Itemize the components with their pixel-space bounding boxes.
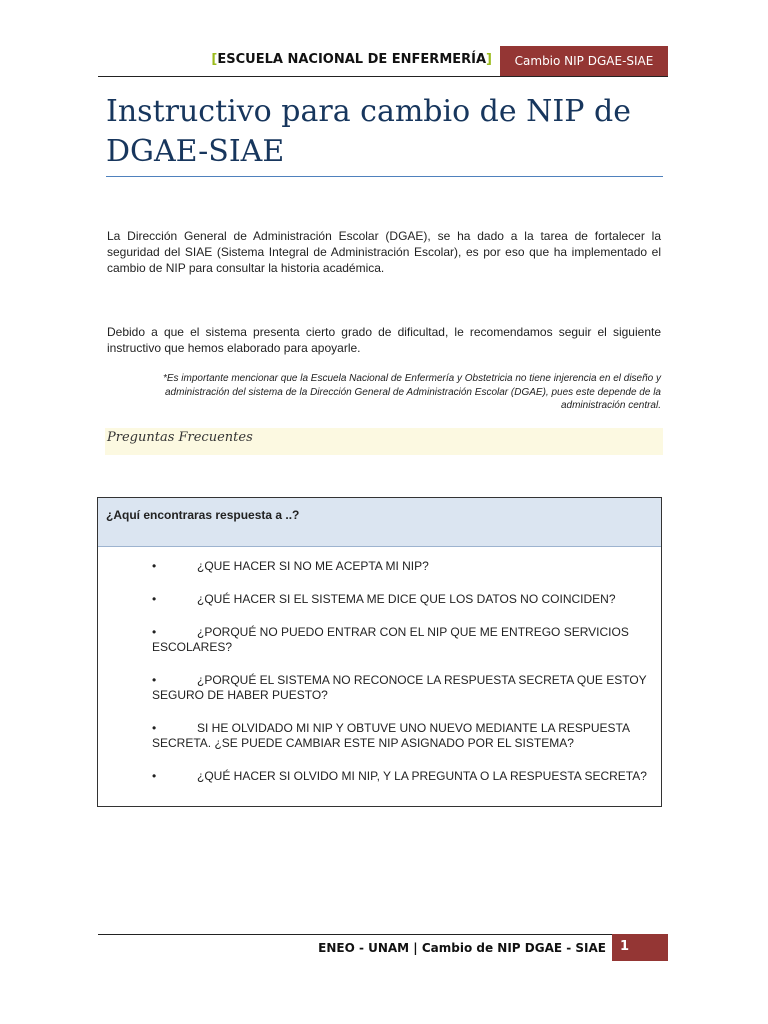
document-title: Instructivo para cambio de NIP de DGAE-SIAE [106,94,631,169]
faq-question-text: ¿QUE HACER SI NO ME ACEPTA MI NIP? [197,559,429,573]
faq-question-text: ¿PORQUÉ EL SISTEMA NO RECONOCE LA RESPUESTA SECRETA QUE ESTOY SEGURO DE HABER PUESTO? [152,673,647,702]
bullet-icon: • [152,673,157,687]
faq-question-text: ¿PORQUÉ NO PUEDO ENTRAR CON EL NIP QUE ME ENTREGO SERVICIOS ESCOLARES? [152,625,629,654]
footer-text: ENEO - UNAM | Cambio de NIP DGAE - SIAE [318,941,606,955]
faq-question-list [152,559,652,802]
faq-box [97,497,662,807]
header-open-bracket: [ [211,52,218,67]
faq-question [152,673,652,703]
page-header [98,46,668,77]
header-close-bracket: ] [486,52,492,67]
bullet-icon: • [152,559,157,573]
faq-box-title: ¿Aquí encontraras respuesta a ..? [98,498,661,547]
bullet-icon: • [152,625,157,639]
faq-question-text: ¿QUÉ HACER SI OLVIDO MI NIP, Y LA PREGUNTA O LA RESPUESTA SECRETA? [197,769,647,783]
title-divider [106,176,663,177]
faq-question [152,559,652,574]
bullet-icon: • [152,721,157,735]
bullet-icon: • [152,592,157,606]
header-school-name: ESCUELA NACIONAL DE ENFERMERÍA [217,52,487,67]
recommendation-paragraph: Debido a que el sistema presenta cierto grado de dificultad, le recomendamos seguir el siguiente instructivo que hemos elaborado para apoyarle. [107,325,661,355]
page-number: 1 [612,934,668,961]
faq-question-text: SI HE OLVIDADO MI NIP Y OBTUVE UNO NUEVO MEDIANTE LA RESPUESTA SECRETA. ¿SE PUEDE CAMBIAR ESTE NIP ASIGNADO POR EL SISTEMA? [152,721,630,750]
faq-question [152,769,652,784]
faq-question [152,592,652,607]
faq-question [152,625,652,655]
intro-paragraph: La Dirección General de Administración Escolar (DGAE), se ha dado a la tarea de fortalecer la seguridad del SIAE (Sistema Integral de Administración Escolar), es por eso que ha implementado el cambio de NIP para consultar la historia académica. [107,229,661,275]
faq-question-text: ¿QUÉ HACER SI EL SISTEMA ME DICE QUE LOS DATOS NO COINCIDEN? [197,592,616,606]
header-tag: Cambio NIP DGAE-SIAE [500,46,668,76]
disclaimer-note: *Es importante mencionar que la Escuela Nacional de Enfermería y Obstetricia no tiene injerencia en el diseño y administración del sistema de la Dirección General de Administración Escolar (DGAE), pues este depende de la administración central. [162,373,661,411]
header-school [211,52,492,67]
faq-section-band [105,428,663,455]
bullet-icon: • [152,769,157,783]
faq-heading: Preguntas Frecuentes [107,430,253,445]
footer-divider [98,934,668,935]
faq-question [152,721,652,751]
